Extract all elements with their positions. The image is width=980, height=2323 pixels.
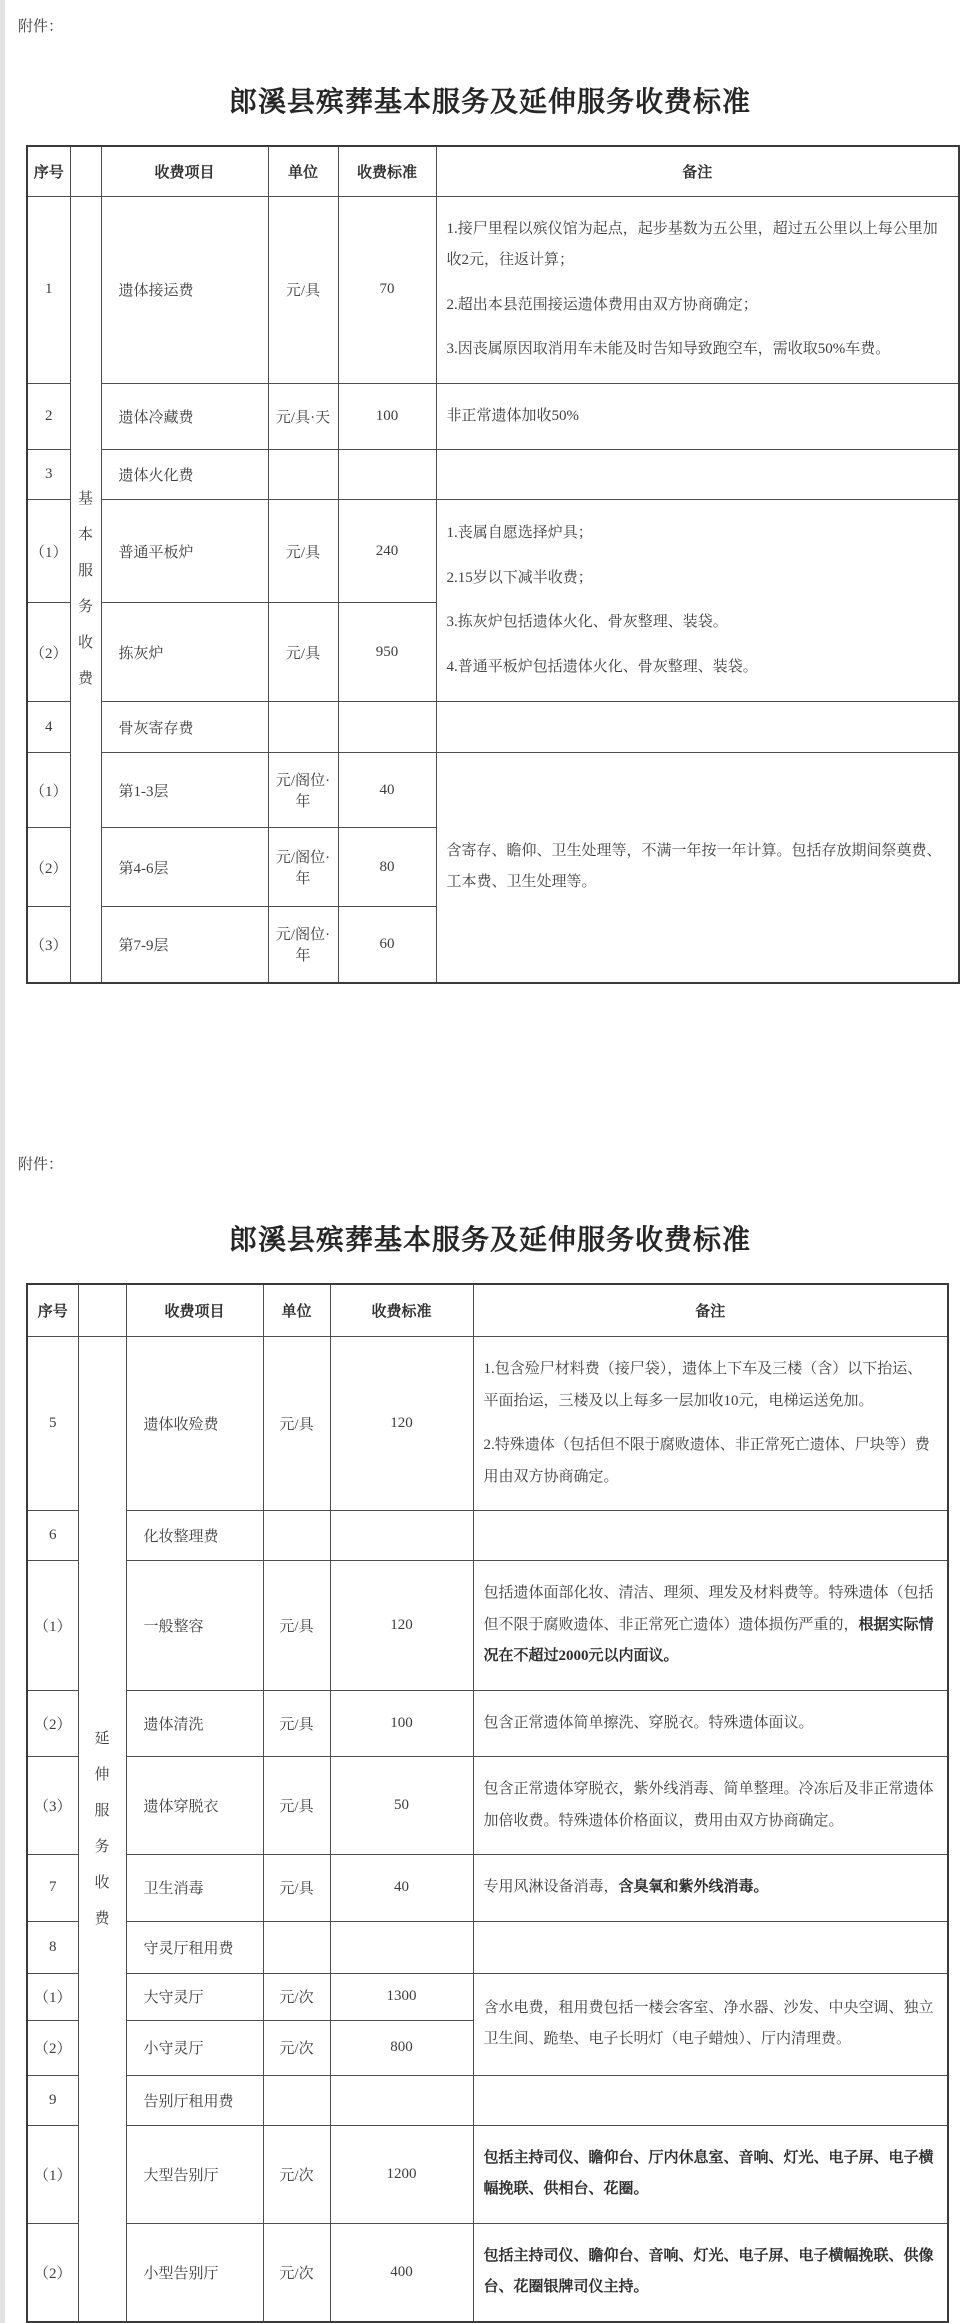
unit-cell: 元/次 bbox=[263, 2223, 330, 2322]
table-row bbox=[27, 500, 959, 603]
category-vertical-label bbox=[79, 1721, 126, 1937]
category-char: 本 bbox=[78, 527, 94, 543]
price-cell: 1300 bbox=[330, 1973, 473, 2020]
seq-cell: （1） bbox=[27, 500, 70, 603]
category-char: 务 bbox=[94, 1838, 110, 1855]
unit-cell: 元/具 bbox=[263, 1561, 330, 1691]
remark-paragraph bbox=[484, 2143, 938, 2206]
column-header: 序号 bbox=[27, 146, 70, 196]
price-cell: 240 bbox=[338, 500, 436, 603]
remark-paragraph bbox=[484, 2241, 938, 2304]
remark-text: 包含正常遗体简单擦洗、穿脱衣。特殊遗体面议。 bbox=[483, 1714, 814, 1731]
item-cell: 第7-9层 bbox=[101, 907, 268, 983]
document-title: 郎溪县殡葬基本服务及延伸服务收费标准 bbox=[228, 1224, 751, 1256]
seq-cell: （2） bbox=[27, 2020, 78, 2075]
column-header: 收费标准 bbox=[330, 1284, 473, 1337]
seq-cell: （3） bbox=[27, 1757, 78, 1855]
price-cell: 950 bbox=[338, 603, 436, 702]
price-cell: 120 bbox=[330, 1561, 473, 1691]
category-char: 费 bbox=[78, 671, 94, 687]
column-header: 序号 bbox=[27, 1284, 78, 1337]
remark-paragraph bbox=[484, 1578, 938, 1673]
remark-text: 非正常遗体加收50% bbox=[446, 407, 580, 424]
item-cell: 一般整容 bbox=[126, 1561, 263, 1691]
remark-text: 3.因丧属原因取消用车未能及时告知导致跑空车，需收取50%车费。 bbox=[446, 341, 891, 357]
table-row bbox=[27, 1973, 948, 2020]
remark-paragraph bbox=[447, 518, 949, 550]
remark-text: 2.15岁以下减半收费； bbox=[446, 569, 593, 586]
remark-paragraph bbox=[447, 334, 949, 366]
unit-cell: 元/具 bbox=[268, 603, 338, 702]
unit-cell: 元/次 bbox=[263, 2020, 330, 2075]
price-cell bbox=[330, 1921, 473, 1973]
item-cell: 第4-6层 bbox=[101, 828, 268, 907]
item-cell: 遗体穿脱衣 bbox=[126, 1757, 263, 1855]
remark-paragraph bbox=[447, 652, 949, 684]
unit-cell: 元/阁位·年 bbox=[268, 907, 338, 983]
unit-cell bbox=[263, 2075, 330, 2125]
seq-cell: （3） bbox=[27, 907, 70, 983]
category-char: 服 bbox=[78, 563, 94, 579]
category-char: 服 bbox=[94, 1802, 110, 1819]
item-cell: 遗体清洗 bbox=[126, 1690, 263, 1757]
remark-text: 2.特殊遗体（包括但不限于腐败遗体、非正常死亡遗体、尸块等）费用由双方协商确定。 bbox=[483, 1437, 930, 1485]
seq-cell: （2） bbox=[27, 2223, 78, 2322]
seq-cell: 9 bbox=[27, 2075, 78, 2125]
table-row bbox=[27, 2075, 948, 2125]
remark-bold-text: 包括主持司仪、瞻仰台、厅内休息室、音响、灯光、电子屏、电子横幅挽联、供相台、花圈。 bbox=[483, 2149, 934, 2197]
item-cell: 遗体冷藏费 bbox=[101, 383, 268, 450]
remark-text: 含寄存、瞻仰、卫生处理等，不满一年按一年计算。包括存放期间祭奠费、工本费、卫生处理等。 bbox=[446, 842, 942, 891]
item-cell: 第1-3层 bbox=[101, 753, 268, 828]
unit-cell bbox=[268, 702, 338, 753]
price-cell bbox=[338, 702, 436, 753]
item-cell: 拣灰炉 bbox=[101, 603, 268, 702]
unit-cell bbox=[268, 450, 338, 500]
unit-cell: 元/具 bbox=[268, 500, 338, 603]
item-cell: 卫生消毒 bbox=[126, 1855, 263, 1922]
remark-text: 包括遗体面部化妆、清洁、理须、理发及材料费等。特殊遗体（包括但不限于腐败遗体、非正常死亡遗体）遗体损伤严重的， bbox=[483, 1585, 934, 1633]
remark-bold-text: 根据实际情况在不超过2000元以内面议。 bbox=[483, 1616, 934, 1664]
remark-cell bbox=[436, 450, 959, 500]
item-cell: 小型告别厅 bbox=[126, 2223, 263, 2322]
remark-cell bbox=[436, 753, 959, 983]
item-cell: 化妆整理费 bbox=[126, 1511, 263, 1561]
seq-cell: （2） bbox=[27, 828, 70, 907]
category-char: 基 bbox=[78, 491, 94, 507]
remark-paragraph bbox=[484, 1872, 938, 1904]
seq-cell: （1） bbox=[27, 2125, 78, 2223]
seq-cell: 1 bbox=[27, 196, 70, 383]
table-row bbox=[27, 196, 959, 383]
category-char: 收 bbox=[94, 1874, 110, 1891]
seq-cell: 7 bbox=[27, 1855, 78, 1922]
header-row bbox=[27, 146, 959, 196]
section-basic-services bbox=[0, 0, 980, 984]
table-row bbox=[27, 2223, 948, 2322]
remark-cell bbox=[436, 196, 959, 383]
unit-cell bbox=[263, 1921, 330, 1973]
column-header: 单位 bbox=[263, 1284, 330, 1337]
table-row bbox=[27, 1337, 948, 1511]
seq-cell: 3 bbox=[27, 450, 70, 500]
table-row bbox=[27, 1690, 948, 1757]
remark-cell bbox=[436, 702, 959, 753]
remark-text: 3.拣灰炉包括遗体火化、骨灰整理、装袋。 bbox=[446, 614, 728, 630]
remark-cell bbox=[473, 2125, 948, 2223]
remark-cell bbox=[473, 1973, 948, 2075]
price-cell bbox=[330, 2075, 473, 2125]
price-cell: 50 bbox=[330, 1757, 473, 1855]
fee-table-basic bbox=[26, 145, 960, 984]
unit-cell: 元/次 bbox=[263, 1973, 330, 2020]
seq-cell: 4 bbox=[27, 702, 70, 753]
remark-paragraph bbox=[447, 607, 949, 639]
section-extended-services bbox=[0, 1154, 980, 2323]
remark-text: 含水电费，租用费包括一楼会客室、净水器、沙发、中央空调、独立卫生间、跪垫、电子长明灯（电子蜡烛）、厅内清理费。 bbox=[483, 1999, 934, 2047]
table-row bbox=[27, 1855, 948, 1922]
item-cell: 骨灰寄存费 bbox=[101, 702, 268, 753]
price-cell: 80 bbox=[338, 828, 436, 907]
table-row bbox=[27, 702, 959, 753]
unit-cell: 元/具·天 bbox=[268, 383, 338, 450]
price-cell: 400 bbox=[330, 2223, 473, 2322]
price-cell: 1200 bbox=[330, 2125, 473, 2223]
price-cell: 100 bbox=[330, 1690, 473, 1757]
remark-cell bbox=[436, 500, 959, 702]
remark-cell bbox=[473, 1337, 948, 1511]
remark-paragraph bbox=[484, 1354, 938, 1417]
seq-cell: （1） bbox=[27, 1973, 78, 2020]
column-header: 备注 bbox=[436, 146, 959, 196]
item-cell: 遗体接运费 bbox=[101, 196, 268, 383]
seq-cell: （2） bbox=[27, 1690, 78, 1757]
header-row bbox=[27, 1284, 948, 1337]
category-cell bbox=[70, 196, 101, 983]
unit-cell: 元/具 bbox=[263, 1337, 330, 1511]
remark-paragraph bbox=[484, 1708, 938, 1740]
price-cell bbox=[338, 450, 436, 500]
price-cell: 70 bbox=[338, 196, 436, 383]
fee-table-extended bbox=[26, 1283, 949, 2323]
remark-text: 1.接尸里程以殡仪馆为起点，起步基数为五公里，超过五公里以上每公里加收2元，往返计算； bbox=[446, 220, 938, 268]
remark-paragraph bbox=[447, 401, 949, 433]
table-row bbox=[27, 1921, 948, 1973]
price-cell: 60 bbox=[338, 907, 436, 983]
unit-cell: 元/阁位·年 bbox=[268, 753, 338, 828]
document-title: 郎溪县殡葬基本服务及延伸服务收费标准 bbox=[228, 87, 751, 118]
attachment-label: 附件： bbox=[18, 1156, 64, 1173]
price-cell: 100 bbox=[338, 383, 436, 450]
unit-cell: 元/具 bbox=[263, 1690, 330, 1757]
remark-cell bbox=[473, 1921, 948, 1973]
remark-cell bbox=[473, 1855, 948, 1922]
table-row bbox=[27, 2125, 948, 2223]
remark-cell bbox=[473, 1561, 948, 1691]
remark-text: 专用风淋设备消毒， bbox=[483, 1879, 619, 1895]
price-cell: 120 bbox=[330, 1337, 473, 1511]
table-row bbox=[27, 450, 959, 500]
column-header: 单位 bbox=[268, 146, 338, 196]
item-cell: 小守灵厅 bbox=[126, 2020, 263, 2075]
table-row bbox=[27, 753, 959, 828]
unit-cell: 元/具 bbox=[268, 196, 338, 383]
remark-cell bbox=[473, 1511, 948, 1561]
remark-text: 2.超出本县范围接运遗体费用由双方协商确定； bbox=[446, 296, 758, 313]
unit-cell: 元/具 bbox=[263, 1757, 330, 1855]
table-row bbox=[27, 1511, 948, 1561]
category-cell bbox=[78, 1337, 126, 2322]
item-cell: 遗体火化费 bbox=[101, 450, 268, 500]
column-header: 收费项目 bbox=[101, 146, 268, 196]
item-cell: 守灵厅租用费 bbox=[126, 1921, 263, 1973]
remark-text: 包含正常遗体穿脱衣，紫外线消毒、简单整理。冷冻后及非正常遗体加倍收费。特殊遗体价格面议，费用由双方协商确定。 bbox=[483, 1781, 934, 1829]
column-header: 收费标准 bbox=[338, 146, 436, 196]
table-row bbox=[27, 383, 959, 450]
remark-text: 4.普通平板炉包括遗体火化、骨灰整理、装袋。 bbox=[446, 658, 758, 675]
item-cell: 遗体收殓费 bbox=[126, 1337, 263, 1511]
remark-text: 1.丧属自愿选择炉具； bbox=[446, 525, 593, 541]
category-char: 伸 bbox=[94, 1766, 110, 1783]
column-header: 备注 bbox=[473, 1284, 948, 1337]
unit-cell bbox=[263, 1511, 330, 1561]
column-header bbox=[70, 146, 101, 196]
category-char: 务 bbox=[78, 599, 94, 615]
seq-cell: 5 bbox=[27, 1337, 78, 1511]
unit-cell: 元/次 bbox=[263, 2125, 330, 2223]
category-char: 收 bbox=[78, 635, 94, 651]
remark-paragraph bbox=[447, 290, 949, 322]
category-char: 费 bbox=[94, 1910, 110, 1927]
remark-paragraph bbox=[447, 563, 949, 595]
column-header: 收费项目 bbox=[126, 1284, 263, 1337]
price-cell: 800 bbox=[330, 2020, 473, 2075]
unit-cell: 元/具 bbox=[263, 1855, 330, 1922]
column-header bbox=[78, 1284, 126, 1337]
item-cell: 普通平板炉 bbox=[101, 500, 268, 603]
item-cell: 大守灵厅 bbox=[126, 1973, 263, 2020]
remark-paragraph bbox=[447, 836, 949, 899]
remark-cell bbox=[436, 383, 959, 450]
seq-cell: 2 bbox=[27, 383, 70, 450]
remark-paragraph bbox=[484, 1774, 938, 1837]
unit-cell: 元/阁位·年 bbox=[268, 828, 338, 907]
remark-paragraph bbox=[484, 1993, 938, 2056]
remark-cell bbox=[473, 2075, 948, 2125]
remark-bold-text: 含臭氧和紫外线消毒。 bbox=[618, 1879, 769, 1895]
category-char: 延 bbox=[94, 1730, 110, 1747]
seq-cell: 8 bbox=[27, 1921, 78, 1973]
price-cell: 40 bbox=[330, 1855, 473, 1922]
remark-cell bbox=[473, 2223, 948, 2322]
seq-cell: （1） bbox=[27, 1561, 78, 1691]
seq-cell: （2） bbox=[27, 603, 70, 702]
item-cell: 大型告别厅 bbox=[126, 2125, 263, 2223]
remark-text: 1.包含殓尸材料费（接尸袋），遗体上下车及三楼（含）以下抬运、平面抬运，三楼及以上每多一层加收10元，电梯运送免加。 bbox=[483, 1361, 923, 1409]
table-row bbox=[27, 1561, 948, 1691]
category-vertical-label bbox=[71, 481, 101, 697]
price-cell bbox=[330, 1511, 473, 1561]
remark-bold-text: 包括主持司仪、瞻仰台、音响、灯光、电子屏、电子横幅挽联、供像台、花圈银牌司仪主持。 bbox=[483, 2247, 934, 2295]
remark-paragraph bbox=[484, 1430, 938, 1493]
seq-cell: 6 bbox=[27, 1511, 78, 1561]
seq-cell: （1） bbox=[27, 753, 70, 828]
price-cell: 40 bbox=[338, 753, 436, 828]
item-cell: 告别厅租用费 bbox=[126, 2075, 263, 2125]
remark-paragraph bbox=[447, 214, 949, 277]
attachment-label: 附件： bbox=[18, 19, 64, 35]
remark-cell bbox=[473, 1757, 948, 1855]
remark-cell bbox=[473, 1690, 948, 1757]
table-row bbox=[27, 1757, 948, 1855]
